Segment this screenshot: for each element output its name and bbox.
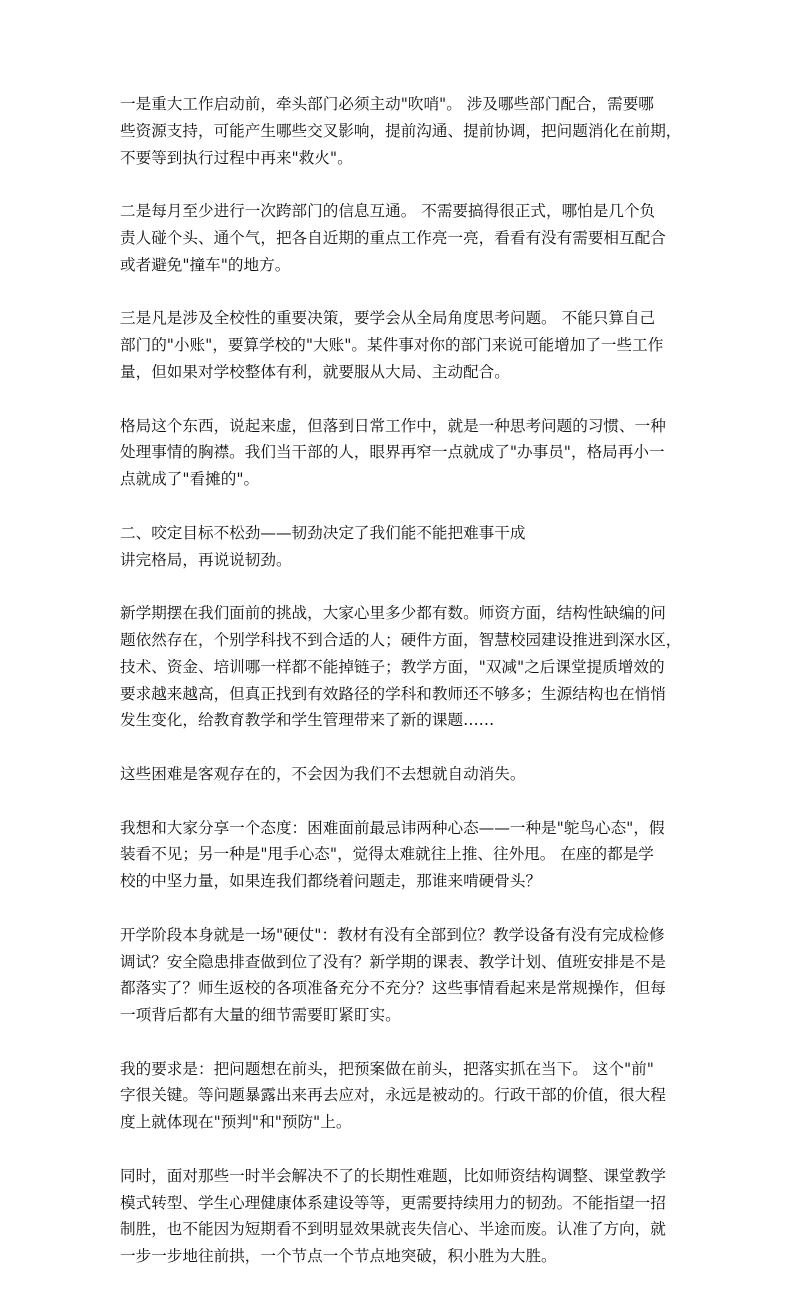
- text-line: 些资源支持，可能产生哪些交叉影响，提前沟通、提前协调，把问题消化在前期，: [120, 121, 682, 140]
- text-line: 度上就体现在"预判"和"预防"上。: [120, 1113, 352, 1132]
- paragraph: [120, 1056, 676, 1136]
- text-line: 开学阶段本身就是一场"硬仗"：教材有没有全部到位？教学设备有没有完成检修: [120, 925, 665, 944]
- text-line: 量，但如果对学校整体有利，就要服从大局、主动配合。: [120, 362, 510, 381]
- text-line: 讲完格局，再说说韧劲。: [120, 550, 292, 569]
- paragraph: [120, 815, 676, 895]
- paragraph: [120, 547, 676, 574]
- text-line: 不要等到执行过程中再来"救火"。: [120, 148, 353, 167]
- text-line: 模式转型、学生心理健康体系建设等等，更需要持续用力的韧劲。不能指望一招: [120, 1193, 666, 1212]
- text-line: 二是每月至少进行一次跨部门的信息互通。 不需要搞得很正式，哪怕是几个负: [120, 202, 656, 221]
- paragraph: [120, 922, 676, 1029]
- text-line: 调试？安全隐患排查做到位了没有？新学期的课表、教学计划、值班安排是不是: [120, 952, 666, 971]
- text-line: 装看不见；另一种是"甩手心态"，觉得太难就往上推、往外甩。 在座的都是学: [120, 845, 654, 864]
- section-heading: [120, 520, 676, 547]
- text-line: 制胜，也不能因为短期看不到明显效果就丧失信心、半途而废。认准了方向，就: [120, 1220, 666, 1239]
- text-line: 一步一步地往前拱，一个节点一个节点地突破，积小胜为大胜。: [120, 1247, 557, 1266]
- paragraph: [120, 600, 682, 734]
- text-line: 要求越来越高，但真正找到有效路径的学科和教师还不够多；生源结构也在悄悄: [120, 684, 666, 703]
- text-line: 点就成了"看摊的"。: [120, 470, 260, 489]
- text-line: 一是重大工作启动前，牵头部门必须主动"吹哨"。 涉及哪些部门配合，需要哪: [120, 95, 654, 113]
- paragraph: [120, 91, 682, 171]
- paragraph: [120, 1163, 676, 1270]
- text-line: 字很关键。等问题暴露出来再去应对，永远是被动的。行政干部的价值，很大程: [120, 1086, 666, 1105]
- text-line: 发生变化，给教育教学和学生管理带来了新的课题……: [120, 711, 495, 730]
- text-line: 三是凡是涉及全校性的重要决策，要学会从全局角度思考问题。 不能只算自己: [120, 309, 656, 328]
- text-line: 二、咬定目标不松劲——韧劲决定了我们能不能把难事干成: [120, 523, 526, 542]
- text-line: 部门的"小账"，要算学校的"大账"。某件事对你的部门来说可能增加了一些工作: [120, 336, 664, 355]
- text-line: 责人碰个头、通个气，把各自近期的重点工作亮一亮，看看有没有需要相互配合: [120, 228, 666, 247]
- text-line: 格局这个东西，说起来虚，但落到日常工作中，就是一种思考问题的习惯、一种: [120, 416, 666, 435]
- text-line: 我的要求是：把问题想在前头，把预案做在前头，把落实抓在当下。 这个"前": [120, 1059, 654, 1078]
- text-line: 或者避免"撞车"的地方。: [120, 255, 291, 274]
- text-line: 校的中坚力量，如果连我们都绕着问题走，那谁来啃硬骨头？: [120, 872, 542, 891]
- text-line: 这些困难是客观存在的，不会因为我们不去想就自动消失。: [120, 764, 526, 783]
- text-line: 同时，面对那些一时半会解决不了的长期性难题，比如师资结构调整、课堂教学: [120, 1166, 666, 1185]
- text-line: 题依然存在，个别学科找不到合适的人；硬件方面，智慧校园建设推进到深水区，: [120, 630, 682, 649]
- text-line: 处理事情的胸襟。我们当干部的人，眼界再窄一点就成了"办事员"，格局再小一: [120, 443, 665, 462]
- paragraph: [120, 761, 676, 788]
- text-line: 新学期摆在我们面前的挑战，大家心里多少都有数。师资方面，结构性缺编的问: [120, 604, 666, 623]
- text-line: 我想和大家分享一个态度：困难面前最忌讳两种心态——一种是"鸵鸟心态"，假: [120, 818, 665, 837]
- document-body: [120, 91, 682, 1297]
- paragraph: [120, 413, 676, 493]
- text-line: 技术、资金、培训哪一样都不能掉链子；教学方面，"双减"之后课堂提质增效的: [120, 657, 665, 676]
- paragraph: [120, 198, 676, 278]
- paragraph: [120, 305, 676, 385]
- text-line: 都落实了？师生返校的各项准备充分不充分？这些事情看起来是常规操作，但每: [120, 979, 666, 998]
- text-line: 一项背后都有大量的细节需要盯紧盯实。: [120, 1006, 401, 1025]
